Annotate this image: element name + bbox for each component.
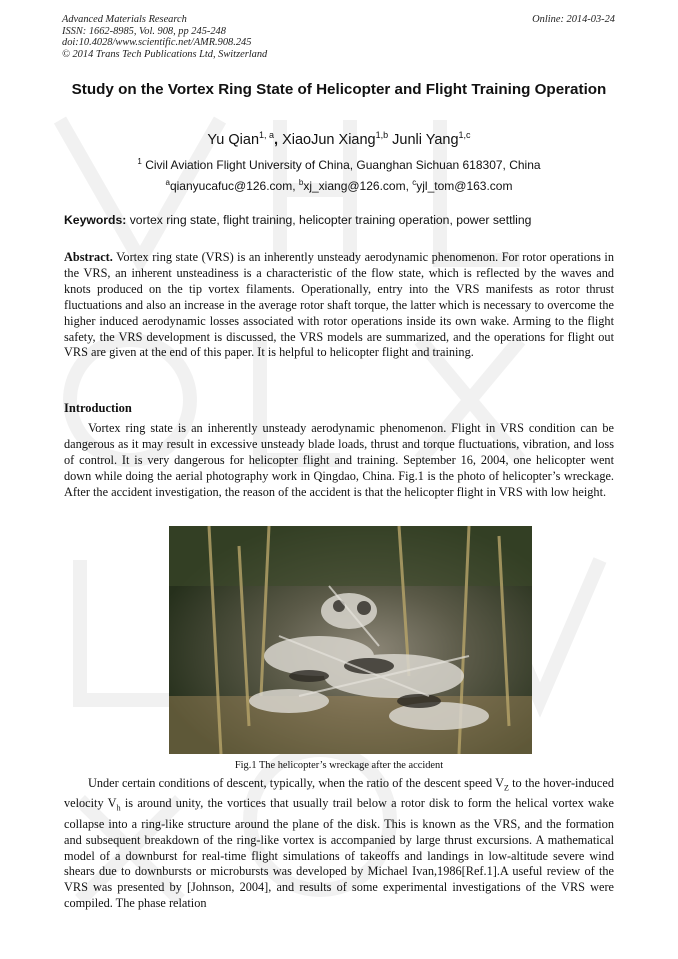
p2-sub-z: Z [504,783,509,793]
affiliation-sup: 1 [137,157,142,166]
keywords-text: vortex ring state, flight training, helicopter training operation, power settling [129,213,532,227]
abstract-text: Vortex ring state (VRS) is an inherently unsteady aerodynamic phenomenon. For rotor operations in the VRS, an inherent unsteadiness is a characteristic of the flow state, which is reflected by the waves and knots produced on the tip vortex filaments. Operationally, entry into the VRS manifests as rotor thrust fluctuations and also an increase in the average rotor shaft torque, the latter which is necessary to overcome the higher induced aerodynamic losses associated with rotor operations inside its own wake. Arming to the flight safety, the VRS development is discussed, the VRS models are summarized, and the operations for flight out VRS are given at the end of this paper. It is helpful to helicopter flight and training. [64,250,614,360]
p2-text-c: is around unity, the vortices that usually trail below a rotor disk to form the helical vortex wake collapse into a ring-like structure around the plane of the disk. This is known as the VRS, and the formation and subsequent breakdown of the ring-like vortex is accompanied by large thrust excursions. A mathematical model of a downburst for real-time flight simulations of takeoffs and landings in low-altitude severe wind shears due to downbursts or microbursts was developed by Michael Ivan,1986[Ref.1].A useful review of the VRS was presented by [Johnson, 2004], and results of some experimental investigations of the VRS were compiled. The phase relation [64,796,614,911]
email-sup: c [412,178,417,187]
intro-paragraph-2 [64,776,614,912]
journal-name: Advanced Materials Research [62,14,187,25]
author-name: Junli Yang [392,131,459,148]
author-name: XiaoJun Xiang [282,131,376,148]
paper-title: Study on the Vortex Ring State of Helicopter and Flight Training Operation [71,81,607,98]
online-date: Online: 2014-03-24 [532,14,615,25]
author-list: Yu Qian$^{1, a}$, XiaoJun Xiang$^{1,b}$ Junli Yang$^{1,c}$ [207,130,471,148]
email-list: $^a$qianyucafuc@126.com, $^b$xj_xiang@126.com, $^c$yjl_tom@163.com [165,178,513,193]
figure-caption: Fig.1 The helicopter’s wreckage after the accident [234,760,444,771]
issn-line: ISSN: 1662-8985, Vol. 908, pp 245-248 [62,25,226,37]
affiliation [62,157,616,172]
author-sup: 1, a [259,130,275,140]
keywords-label: Keywords: [64,213,127,227]
journal-header [62,14,267,60]
intro-paragraph-1: Vortex ring state is an inherently unsteady aerodynamic phenomenon. Flight in VRS condition can be dangerous as it may result in excessive unsteady blade loads, thrust and torque fluctuations, vibration, and loss of control. It is very dangerous for helicopter flight and training. September 16, 2004, one helicopter went down while doing the aerial photography work in Qingdao, China. Fig.1 is the photo of helicopter’s wreckage. After the accident investigation, the reason of the accident is that the helicopter flight in VRS with low height. [64,421,614,499]
author-sup: 1,c [458,130,471,140]
p2-text-a: Under certain conditions of descent, typically, when the ratio of the descent speed V [88,776,505,790]
affiliation-text: Civil Aviation Flight University of China, Guanghan Sichuan 618307, China [145,158,541,172]
email-link[interactable]: qianyucafuc@126.com [169,179,293,193]
author-name: Yu Qian [207,131,260,148]
introduction-heading: Introduction [64,401,132,415]
email-link[interactable]: yjl_tom@163.com [416,179,513,193]
email-link[interactable]: xj_xiang@126.com [303,179,406,193]
p2-sub-h: h [116,803,121,813]
author-sup: 1,b [375,130,389,140]
email-sup: b [298,178,304,187]
keywords [64,213,614,227]
p2-text-b: to the hover-induced velocity V [64,776,614,811]
wreckage-photo [169,526,532,754]
doi-line: doi:10.4028/www.scientific.net/AMR.908.245 [62,37,252,49]
copyright-line: © 2014 Trans Tech Publications Ltd, Switzerland [62,48,268,60]
abstract-label: Abstract. [64,250,113,264]
abstract [64,250,614,361]
email-sup: a [165,178,170,187]
